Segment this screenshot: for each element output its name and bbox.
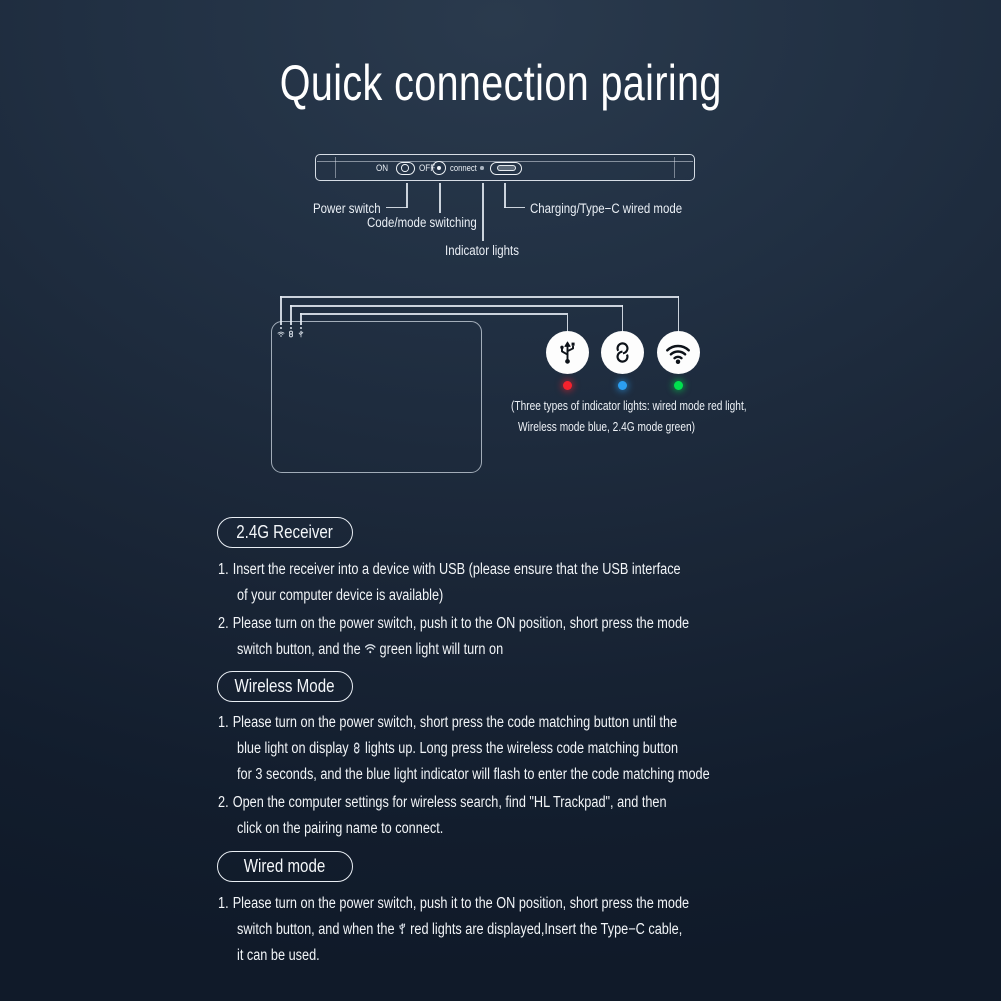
connector-line <box>439 183 441 213</box>
lights-caption-line2: Wireless mode blue, 2.4G mode green) <box>518 419 695 434</box>
list-item: 1. Please turn on the power switch, push it to the ON position, short press the mode switch button, and when the red lights are displayed,Insert the Type−C cable, it can be used. <box>218 895 690 964</box>
connector-line <box>504 207 525 209</box>
power-switch-toggle[interactable] <box>396 162 415 175</box>
connector-line <box>300 313 567 315</box>
code-matching-icon <box>601 331 644 374</box>
connector-line <box>482 183 484 241</box>
mini-usb-icon <box>297 327 305 338</box>
section-header-wired-mode: Wired mode <box>217 851 353 882</box>
section-wireless-mode-list <box>218 710 813 842</box>
connector-line <box>300 313 302 325</box>
g24-green-light <box>674 381 683 390</box>
trackpad-outline <box>271 321 482 473</box>
usb-icon <box>546 331 589 374</box>
connector-line <box>280 296 679 298</box>
label-code-mode-switching: Code/mode switching <box>367 215 477 230</box>
on-label: ON <box>376 163 389 174</box>
connector-line <box>622 305 624 332</box>
code-matching-icon <box>351 741 362 755</box>
wired-red-light <box>563 381 572 390</box>
device-seam-right <box>674 157 675 178</box>
label-indicator-lights: Indicator lights <box>445 243 519 258</box>
device-seam-left <box>335 157 336 178</box>
connector-line <box>567 313 569 332</box>
type-c-port-inner <box>497 165 516 171</box>
section-wired-mode-list <box>218 891 793 969</box>
connector-line <box>280 296 282 325</box>
mini-code-matching-icon <box>287 327 295 338</box>
connector-line <box>290 305 623 307</box>
section-header-24g-receiver: 2.4G Receiver <box>217 517 353 548</box>
page-title: Quick connection pairing <box>279 55 722 111</box>
connector-line <box>406 183 408 208</box>
connector-line <box>504 183 506 208</box>
list-item: 2. Open the computer settings for wireless search, find "HL Trackpad", and then click on the pairing name to connect. <box>218 794 667 837</box>
type-c-port[interactable] <box>490 162 522 175</box>
label-charging-type-c: Charging/Type−C wired mode <box>530 201 683 216</box>
mini-wifi-icon <box>277 327 285 338</box>
label-power-switch: Power switch <box>313 201 381 216</box>
off-label: OFF <box>419 163 436 174</box>
connector-line <box>290 305 292 325</box>
connector-line <box>678 296 680 332</box>
list-item: 1. Please turn on the power switch, short press the code matching button until the blue light on display lights up. Long press the wireless code matching button for 3 seconds, and the blue light indicator will flash to enter the code matching mode <box>218 714 710 783</box>
lights-caption-line1: (Three types of indicator lights: wired mode red light, <box>511 398 747 413</box>
section-24g-receiver-list <box>218 557 793 663</box>
list-item: 1. Insert the receiver into a device with USB (please ensure that the USB interface of your computer device is available) <box>218 561 681 604</box>
wireless-blue-light <box>618 381 627 390</box>
usb-icon <box>397 921 408 936</box>
wifi-icon <box>363 641 377 656</box>
code-mode-button[interactable] <box>432 161 446 175</box>
section-header-wireless-mode: Wireless Mode <box>217 671 353 702</box>
indicator-light-dot <box>480 166 484 170</box>
toggle-knob <box>401 164 409 172</box>
wifi-icon <box>657 331 700 374</box>
connect-label: connect <box>450 163 477 173</box>
device-side-view <box>315 154 695 181</box>
list-item: 2. Please turn on the power switch, push it to the ON position, short press the mode switch button, and the green light will turn on <box>218 615 690 658</box>
